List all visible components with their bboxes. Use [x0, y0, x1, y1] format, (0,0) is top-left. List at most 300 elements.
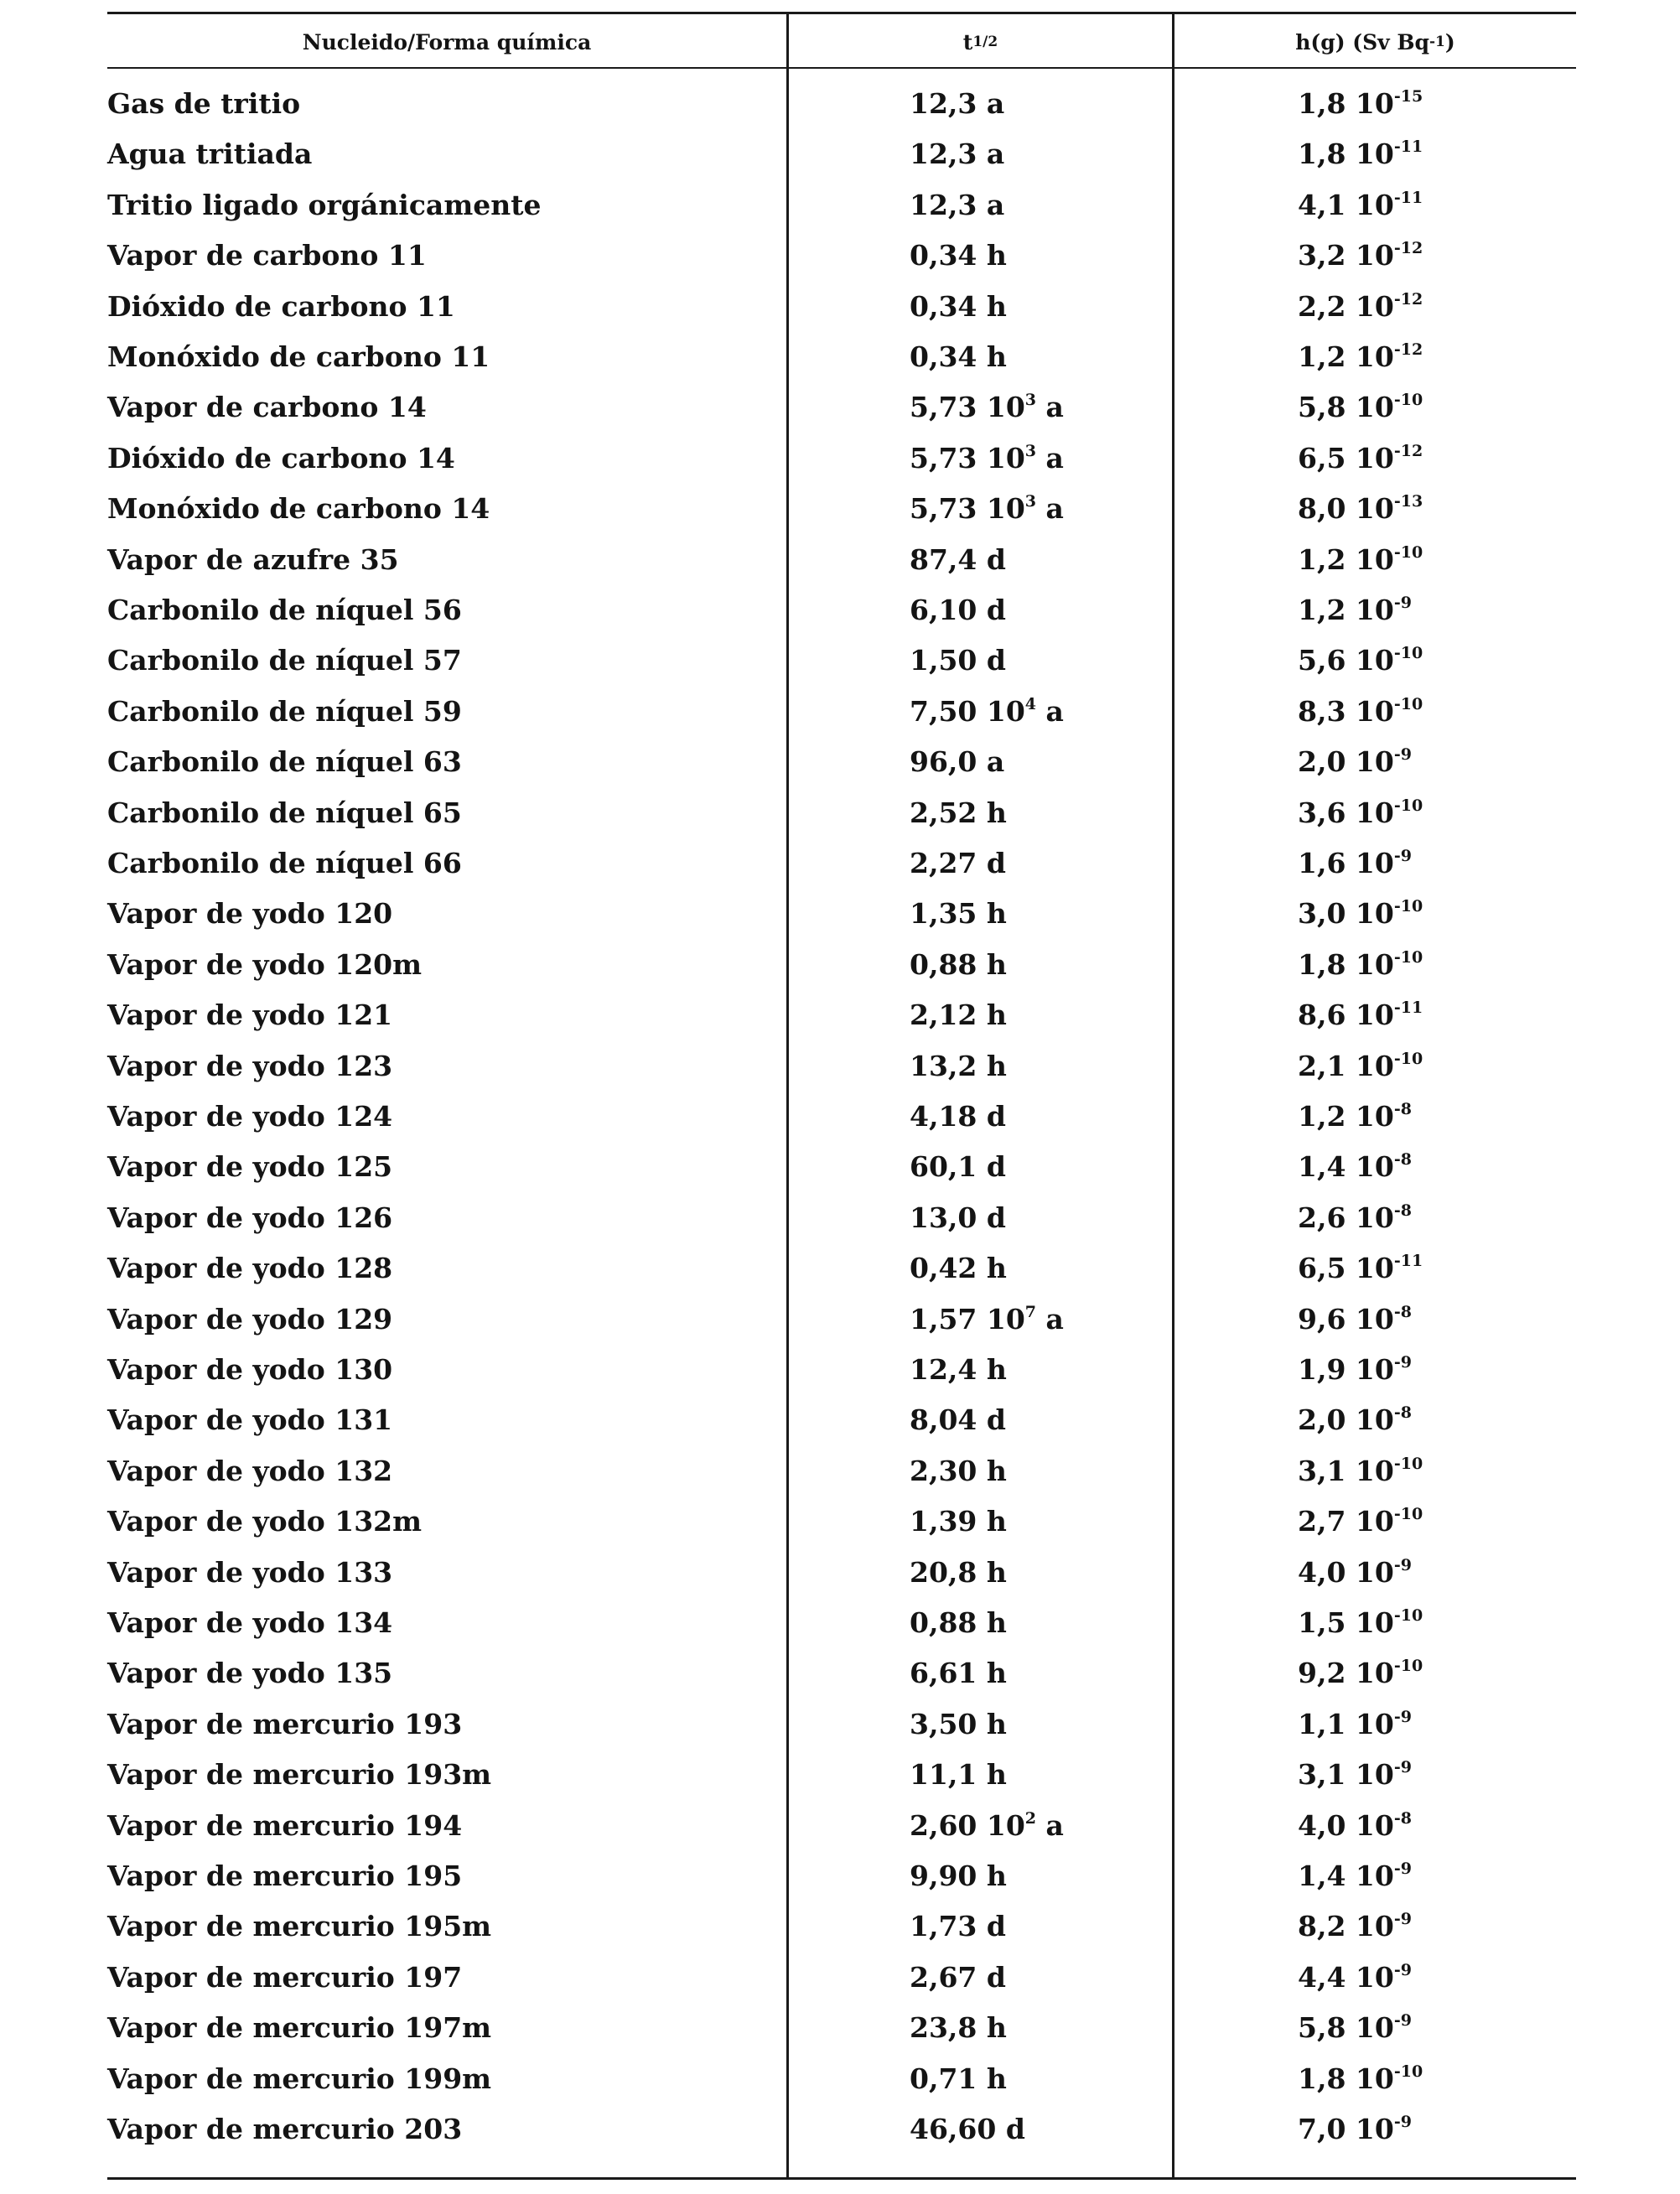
nuclide-name: Vapor de yodo 120: [107, 897, 393, 930]
table-row: [0, 1699, 1680, 1750]
nuclide-name: Carbonilo de níquel 56: [107, 594, 462, 626]
half-life-value: 12,3: [910, 87, 977, 120]
half-life-unit: h: [986, 796, 1007, 829]
half-life-unit: h: [986, 290, 1007, 323]
dose-mantissa: 5,8: [1298, 391, 1346, 423]
nuclide-name: Vapor de yodo 126: [107, 1201, 393, 1234]
dose-mantissa: 8,0: [1298, 492, 1346, 525]
half-life-cell: [910, 838, 1006, 889]
dose-base-ten: 10: [1346, 1455, 1394, 1487]
dose-mantissa: 6,5: [1298, 1252, 1346, 1284]
table-row: [0, 1192, 1680, 1243]
dose-exponent: -8: [1393, 1809, 1412, 1828]
half-life-unit: a: [1045, 695, 1064, 728]
dose-mantissa: 1,8: [1298, 137, 1346, 170]
half-life-cell: [910, 281, 1007, 332]
dose-mantissa: 3,0: [1298, 897, 1346, 930]
half-life-cell: [910, 686, 1064, 737]
dose-exponent: -8: [1393, 1150, 1412, 1169]
half-life-symbol: t: [962, 29, 973, 54]
half-life-value: 7,50 10: [910, 695, 1025, 728]
table-row: [0, 433, 1680, 484]
dose-mantissa: 4,0: [1298, 1556, 1346, 1589]
table-row: [0, 1445, 1680, 1496]
half-life-value: 2,60 10: [910, 1809, 1025, 1842]
half-life-cell: [910, 1749, 1007, 1800]
half-life-unit: h: [986, 1505, 1007, 1538]
half-life-value: 4,18: [910, 1100, 977, 1133]
half-life-cell: [910, 433, 1064, 484]
half-life-value: 0,34: [910, 239, 977, 272]
dose-base-ten: 10: [1346, 695, 1394, 728]
dose-coefficient-cell: [1298, 2002, 1412, 2053]
half-life-unit: h: [986, 897, 1007, 930]
dose-exponent: -10: [1393, 391, 1423, 409]
half-life-value: 0,71: [910, 2062, 977, 2095]
half-life-value: 2,52: [910, 796, 977, 829]
dose-coefficient-cell: [1298, 1141, 1412, 1192]
dose-mantissa: 3,1: [1298, 1758, 1346, 1791]
half-life-cell: [910, 331, 1007, 382]
half-life-unit: d: [986, 1150, 1006, 1183]
nuclide-name: Vapor de mercurio 195m: [107, 1910, 492, 1942]
table-row: [0, 1749, 1680, 1800]
half-life-value: 0,88: [910, 1606, 977, 1639]
half-life-unit: h: [986, 2062, 1007, 2095]
dose-base-ten: 10: [1346, 492, 1394, 525]
half-life-unit: d: [986, 1201, 1006, 1234]
half-life-value: 60,1: [910, 1150, 977, 1183]
dose-base-ten: 10: [1346, 340, 1394, 373]
half-life-value: 23,8: [910, 2011, 977, 2044]
dose-base-ten: 10: [1346, 998, 1394, 1031]
dose-exponent: -8: [1393, 1303, 1412, 1321]
nuclide-name: Vapor de mercurio 193m: [107, 1758, 492, 1791]
dose-base-ten: 10: [1346, 2113, 1394, 2145]
nuclide-name: Vapor de azufre 35: [107, 543, 399, 576]
dose-base-ten: 10: [1346, 2011, 1394, 2044]
half-life-value: 6,10: [910, 594, 977, 626]
nuclide-name: Vapor de yodo 135: [107, 1657, 393, 1689]
dose-base-ten: 10: [1346, 1201, 1394, 1234]
nuclide-name: Vapor de yodo 134: [107, 1606, 393, 1639]
dose-base-ten: 10: [1346, 189, 1394, 221]
table-row: [0, 1496, 1680, 1547]
table-row: [0, 736, 1680, 787]
nuclide-name: Agua tritiada: [107, 137, 313, 170]
dose-mantissa: 1,8: [1298, 87, 1346, 120]
dose-coefficient-cell: [1298, 381, 1423, 433]
dose-exponent: -9: [1393, 1353, 1412, 1372]
dose-coefficient-cell: [1298, 989, 1423, 1040]
nuclide-name: Vapor de carbono 11: [107, 239, 427, 272]
nuclide-name: Vapor de yodo 131: [107, 1403, 393, 1436]
half-life-cell: [910, 939, 1007, 990]
dose-base-ten: 10: [1346, 745, 1394, 778]
dose-mantissa: 2,1: [1298, 1050, 1346, 1082]
half-life-value: 2,30: [910, 1455, 977, 1487]
table-row: [0, 2002, 1680, 2053]
nuclide-name: Vapor de mercurio 197m: [107, 2011, 492, 2044]
dose-mantissa: 1,4: [1298, 1859, 1346, 1892]
table-row: [0, 1952, 1680, 2003]
half-life-unit: h: [986, 2011, 1007, 2044]
table-row: [0, 888, 1680, 939]
dose-exponent: -9: [1393, 1708, 1412, 1726]
dose-exponent: -9: [1393, 594, 1412, 612]
dose-exponent: -9: [1393, 2113, 1412, 2131]
table-row: [0, 230, 1680, 281]
nuclide-name: Vapor de carbono 14: [107, 391, 427, 423]
dose-base-ten: 10: [1346, 1050, 1394, 1082]
half-life-cell: [910, 1394, 1006, 1445]
half-life-value: 1,57 10: [910, 1303, 1025, 1336]
dose-exponent: -9: [1393, 1961, 1412, 1979]
half-life-value: 5,73 10: [910, 492, 1025, 525]
half-life-value: 0,34: [910, 340, 977, 373]
half-life-value: 2,67: [910, 1961, 977, 1994]
dose-base-ten: 10: [1346, 1708, 1394, 1740]
dose-base-ten: 10: [1346, 1961, 1394, 1994]
dose-mantissa: 8,2: [1298, 1910, 1346, 1942]
dose-exponent: -12: [1393, 442, 1423, 460]
column-header-half-life: [789, 17, 1172, 67]
nuclide-name: Vapor de yodo 132: [107, 1455, 393, 1487]
half-life-value: 2,12: [910, 998, 977, 1031]
half-life-cell: [910, 1699, 1007, 1750]
dose-mantissa: 1,8: [1298, 948, 1346, 981]
half-life-value: 8,04: [910, 1403, 977, 1436]
dose-coefficient-cell: [1298, 1394, 1412, 1445]
table-row: [0, 2103, 1680, 2155]
dose-mantissa: 5,6: [1298, 644, 1346, 677]
dose-base-ten: 10: [1346, 1303, 1394, 1336]
half-life-cell: [910, 888, 1007, 939]
half-life-cell: [910, 1141, 1006, 1192]
half-life-unit: h: [986, 1758, 1007, 1791]
dose-exponent: -10: [1393, 2062, 1423, 2081]
table-row: [0, 1394, 1680, 1445]
dose-mantissa: 1,2: [1298, 543, 1346, 576]
half-life-exponent: 3: [1024, 391, 1037, 409]
nuclide-name: Vapor de yodo 120m: [107, 948, 423, 981]
half-life-value: 12,4: [910, 1353, 977, 1386]
nuclide-name: Vapor de yodo 129: [107, 1303, 393, 1336]
half-life-value: 1,50: [910, 644, 977, 677]
nuclide-name: Monóxido de carbono 14: [107, 492, 490, 525]
dose-coefficient-cell: [1298, 1040, 1423, 1092]
dose-coefficient-cell: [1298, 1699, 1412, 1750]
half-life-value: 11,1: [910, 1758, 977, 1791]
half-life-exponent: 3: [1024, 492, 1037, 511]
dose-exponent: -8: [1393, 1201, 1412, 1220]
dose-coefficient-cell: [1298, 230, 1423, 281]
dose-coefficient-cell: [1298, 331, 1423, 382]
dose-base-ten: 10: [1346, 1758, 1394, 1791]
dose-mantissa: 3,6: [1298, 796, 1346, 829]
half-life-unit: d: [986, 847, 1006, 879]
nuclide-name: Vapor de mercurio 195: [107, 1859, 463, 1892]
nuclide-name: Dióxido de carbono 11: [107, 290, 455, 323]
nuclide-name: Vapor de mercurio 203: [107, 2113, 463, 2145]
half-life-value: 12,3: [910, 137, 977, 170]
nuclide-name: Vapor de yodo 124: [107, 1100, 393, 1133]
dose-base-ten: 10: [1346, 290, 1394, 323]
dose-base-ten: 10: [1346, 948, 1394, 981]
dose-base-ten: 10: [1346, 391, 1394, 423]
dose-exponent: -9: [1393, 1758, 1412, 1776]
dose-exponent: -12: [1393, 239, 1423, 257]
table-row: [0, 584, 1680, 635]
dose-coefficient-cell: [1298, 1749, 1412, 1800]
nuclide-name: Gas de tritio: [107, 87, 301, 120]
nuclide-name: Vapor de mercurio 194: [107, 1809, 463, 1842]
dose-mantissa: 3,2: [1298, 239, 1346, 272]
table-row: [0, 1901, 1680, 1952]
dose-mantissa: 9,2: [1298, 1657, 1346, 1689]
dose-exponent: -11: [1393, 1252, 1423, 1270]
half-life-value: 96,0: [910, 745, 977, 778]
half-life-value: 13,0: [910, 1201, 977, 1234]
dose-base-ten: 10: [1346, 1252, 1394, 1284]
table-row: [0, 989, 1680, 1040]
half-life-cell: [910, 1445, 1007, 1496]
table-row: [0, 1850, 1680, 1901]
nuclide-name: Carbonilo de níquel 63: [107, 745, 462, 778]
dose-coefficient-cell: [1298, 2103, 1412, 2155]
half-life-unit: h: [986, 1252, 1007, 1284]
dose-coefficient-cell: [1298, 888, 1423, 939]
dose-mantissa: 6,5: [1298, 442, 1346, 475]
nuclide-name: Carbonilo de níquel 65: [107, 796, 462, 829]
half-life-cell: [910, 1597, 1007, 1648]
half-life-unit: h: [986, 1657, 1007, 1689]
dose-base-ten: 10: [1346, 1809, 1394, 1842]
half-life-cell: [910, 787, 1007, 838]
half-life-value: 5,73 10: [910, 442, 1025, 475]
half-life-cell: [910, 1800, 1064, 1851]
table-row: [0, 1647, 1680, 1699]
dose-coefficient-cell: [1298, 1952, 1412, 2003]
table-row: [0, 939, 1680, 990]
table-row: [0, 686, 1680, 737]
table-row: [0, 179, 1680, 231]
dose-mantissa: 4,0: [1298, 1809, 1346, 1842]
nuclide-name: Vapor de mercurio 199m: [107, 2062, 492, 2095]
dose-coefficient-cell: [1298, 1242, 1423, 1294]
nuclide-name: Carbonilo de níquel 59: [107, 695, 462, 728]
half-life-cell: [910, 230, 1007, 281]
dose-coefficient-cell: [1298, 128, 1423, 179]
table-row: [0, 1040, 1680, 1092]
dose-mantissa: 1,2: [1298, 340, 1346, 373]
half-life-cell: [910, 1344, 1007, 1395]
dose-exponent: -13: [1393, 492, 1423, 511]
half-life-unit: a: [1045, 1303, 1064, 1336]
dose-exponent: -10: [1393, 1050, 1423, 1068]
half-life-value: 0,88: [910, 948, 977, 981]
half-life-unit: h: [986, 1050, 1007, 1082]
dose-exponent: -12: [1393, 340, 1423, 359]
half-life-cell: [910, 2053, 1007, 2104]
half-life-cell: [910, 1952, 1006, 2003]
dose-exponent: -9: [1393, 1910, 1412, 1928]
table-row: [0, 78, 1680, 129]
half-life-unit: a: [986, 745, 1005, 778]
dose-exponent: -8: [1393, 1100, 1412, 1118]
table-row: [0, 534, 1680, 585]
half-life-cell: [910, 128, 1004, 179]
dose-header-close: ): [1444, 29, 1455, 54]
half-life-cell: [910, 736, 1004, 787]
table-row: [0, 1091, 1680, 1142]
dose-mantissa: 2,7: [1298, 1505, 1346, 1538]
dose-mantissa: 2,0: [1298, 1403, 1346, 1436]
dose-mantissa: 3,1: [1298, 1455, 1346, 1487]
dose-base-ten: 10: [1346, 1859, 1394, 1892]
dose-base-ten: 10: [1346, 1657, 1394, 1689]
dose-mantissa: 4,1: [1298, 189, 1346, 221]
dose-coefficient-cell: [1298, 483, 1423, 534]
half-life-unit: d: [986, 1100, 1006, 1133]
half-life-unit: d: [986, 644, 1006, 677]
dose-exponent: -9: [1393, 2011, 1412, 2030]
dose-base-ten: 10: [1346, 137, 1394, 170]
nuclide-name: Vapor de yodo 123: [107, 1050, 393, 1082]
half-life-unit: h: [986, 1455, 1007, 1487]
dose-base-ten: 10: [1346, 897, 1394, 930]
table-row: [0, 787, 1680, 838]
dose-mantissa: 8,6: [1298, 998, 1346, 1031]
dose-coefficient-cell: [1298, 179, 1423, 231]
half-life-unit: h: [986, 1708, 1007, 1740]
dose-mantissa: 7,0: [1298, 2113, 1346, 2145]
table-row: [0, 128, 1680, 179]
half-life-exponent: 4: [1024, 695, 1037, 713]
half-life-unit: h: [986, 340, 1007, 373]
dose-exponent: -9: [1393, 1556, 1412, 1574]
dose-exponent: -10: [1393, 1657, 1423, 1675]
dose-coefficient-cell: [1298, 1800, 1412, 1851]
dose-base-ten: 10: [1346, 87, 1394, 120]
dose-coefficient-cell: [1298, 1597, 1423, 1648]
table-row: [0, 281, 1680, 332]
dose-coefficient-cell: [1298, 2053, 1423, 2104]
dose-exponent: -10: [1393, 948, 1423, 967]
half-life-unit: h: [986, 1606, 1007, 1639]
table-row: [0, 635, 1680, 686]
half-life-exponent: 2: [1024, 1809, 1037, 1828]
half-life-unit: a: [1045, 1809, 1064, 1842]
half-life-value: 6,61: [910, 1657, 977, 1689]
half-life-cell: [910, 989, 1007, 1040]
dose-base-ten: 10: [1346, 1353, 1394, 1386]
half-life-unit: h: [986, 948, 1007, 981]
half-life-value: 2,27: [910, 847, 977, 879]
half-life-cell: [910, 1547, 1007, 1598]
half-life-value: 5,73 10: [910, 391, 1025, 423]
nuclide-name: Vapor de mercurio 193: [107, 1708, 463, 1740]
dose-mantissa: 5,8: [1298, 2011, 1346, 2044]
table-row: [0, 1344, 1680, 1395]
half-life-unit: a: [986, 137, 1005, 170]
dose-coefficient-cell: [1298, 787, 1423, 838]
nuclide-name: Carbonilo de níquel 57: [107, 644, 462, 677]
dose-coefficient-cell: [1298, 1192, 1412, 1243]
dose-base-ten: 10: [1346, 2062, 1394, 2095]
half-life-unit: h: [986, 1556, 1007, 1589]
half-life-cell: [910, 1647, 1007, 1699]
dose-coefficient-cell: [1298, 838, 1412, 889]
half-life-value: 87,4: [910, 543, 977, 576]
half-life-value: 3,50: [910, 1708, 977, 1740]
dose-base-ten: 10: [1346, 796, 1394, 829]
table-row: [0, 1800, 1680, 1851]
dose-coefficient-cell: [1298, 635, 1423, 686]
dose-base-ten: 10: [1346, 239, 1394, 272]
dose-coefficient-cell: [1298, 939, 1423, 990]
half-life-unit: a: [1045, 391, 1064, 423]
nuclide-name: Vapor de yodo 130: [107, 1353, 393, 1386]
half-life-value: 1,35: [910, 897, 977, 930]
table-row: [0, 1141, 1680, 1192]
dose-base-ten: 10: [1346, 1403, 1394, 1436]
dose-mantissa: 1,4: [1298, 1150, 1346, 1183]
dose-mantissa: 1,5: [1298, 1606, 1346, 1639]
table-row: [0, 838, 1680, 889]
dose-coefficient-cell: [1298, 433, 1423, 484]
dose-exponent: -12: [1393, 290, 1423, 309]
dose-exponent: -10: [1393, 1455, 1423, 1473]
dose-mantissa: 9,6: [1298, 1303, 1346, 1336]
half-life-exponent: 7: [1024, 1303, 1037, 1321]
half-life-unit: d: [986, 543, 1006, 576]
half-life-value: 0,42: [910, 1252, 977, 1284]
dose-mantissa: 1,9: [1298, 1353, 1346, 1386]
column-header-nuclide: [107, 17, 786, 67]
dose-mantissa: 1,2: [1298, 1100, 1346, 1133]
half-life-cell: [910, 1901, 1006, 1952]
dose-coefficient-cell: [1298, 736, 1412, 787]
half-life-cell: [910, 584, 1006, 635]
half-life-cell: [910, 1850, 1007, 1901]
half-life-unit: a: [1045, 442, 1064, 475]
dose-base-ten: 10: [1346, 1556, 1394, 1589]
nuclide-name: Carbonilo de níquel 66: [107, 847, 462, 879]
half-life-unit: d: [986, 594, 1006, 626]
half-life-cell: [910, 381, 1064, 433]
dose-exponent: -10: [1393, 543, 1423, 562]
table-row: [0, 1294, 1680, 1345]
half-life-unit: h: [986, 239, 1007, 272]
table-row: [0, 381, 1680, 433]
table-top-rule: [107, 12, 1576, 14]
dose-mantissa: 1,2: [1298, 594, 1346, 626]
dose-mantissa: 8,3: [1298, 695, 1346, 728]
nuclide-name: Tritio ligado orgánicamente: [107, 189, 542, 221]
dose-mantissa: 4,4: [1298, 1961, 1346, 1994]
table-row: [0, 2053, 1680, 2104]
table-row: [0, 1242, 1680, 1294]
half-life-cell: [910, 1091, 1006, 1142]
dose-coefficient-cell: [1298, 1850, 1412, 1901]
half-life-unit: d: [986, 1961, 1006, 1994]
dose-base-ten: 10: [1346, 847, 1394, 879]
dose-exponent: -10: [1393, 695, 1423, 713]
half-life-cell: [910, 1192, 1006, 1243]
nuclide-name: Monóxido de carbono 11: [107, 340, 490, 373]
half-life-value: 20,8: [910, 1556, 977, 1589]
